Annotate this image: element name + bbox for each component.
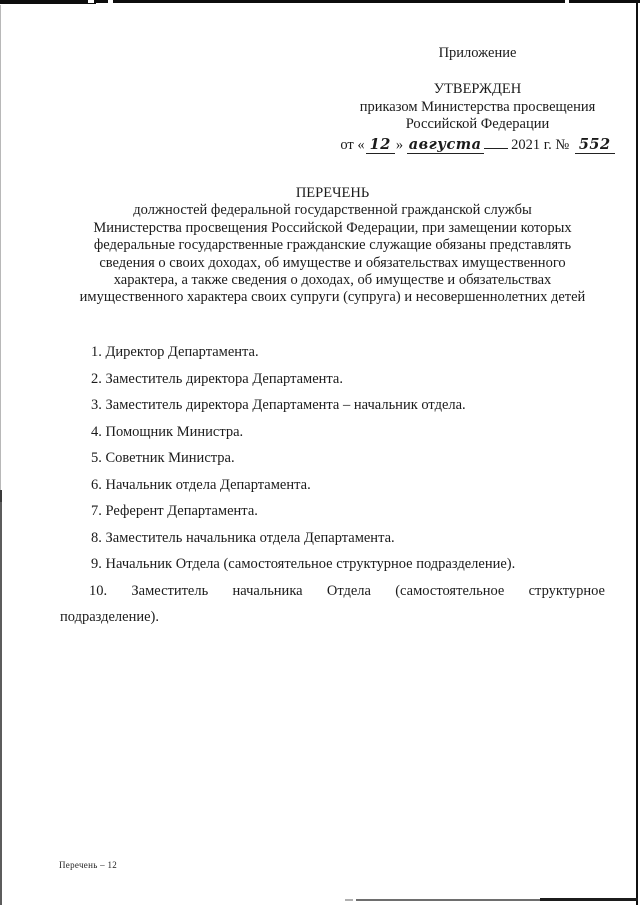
date-prefix: от « xyxy=(340,136,365,153)
approval-date-line xyxy=(340,134,615,155)
approval-by-line1: приказом Министерства просвещения xyxy=(359,98,596,115)
list-item: 3. Заместитель директора Департамента – начальник отдела. xyxy=(91,397,466,413)
list-item: 6. Начальник отдела Департамента. xyxy=(91,476,311,493)
scan-edge-bottom xyxy=(356,899,541,901)
list-item: 8. Заместитель начальника отдела Департамента. xyxy=(91,529,395,546)
subtitle-line: федеральные государственные гражданские служащие обязаны представлять xyxy=(93,237,572,254)
date-close-quote: » xyxy=(395,136,404,153)
list-item: 4. Помощник Министра. xyxy=(91,423,244,440)
scan-edge-left xyxy=(0,502,2,905)
scan-edge-bottom xyxy=(345,899,353,901)
underline-tail xyxy=(484,134,508,149)
subtitle-line: Министерства просвещения Российской Федерации, при замещении которых xyxy=(93,219,572,236)
date-year-part: 2021 г. № xyxy=(511,136,570,153)
attachment-label: Приложение xyxy=(438,45,517,61)
handwritten-order-number: 552 xyxy=(575,136,615,155)
title-block xyxy=(60,185,605,307)
approval-block xyxy=(340,81,615,154)
scan-edge-gap xyxy=(108,0,113,3)
scan-edge-gap xyxy=(565,0,569,3)
position-list xyxy=(60,339,605,631)
document-title: ПЕРЕЧЕНЬ xyxy=(295,185,370,201)
subtitle-line: имущественного характера своих супруги (супруга) и несовершеннолетних детей xyxy=(79,289,586,306)
handwritten-day: 12 xyxy=(366,136,395,155)
page-footer: Перечень – 12 xyxy=(59,860,118,870)
list-item-10-line1: 10. Заместитель начальника Отдела (самостоятельное структурное xyxy=(89,582,605,599)
scan-edge-top xyxy=(0,0,640,3)
scan-edge-top-thick xyxy=(0,0,96,4)
scan-edge-left xyxy=(0,490,2,502)
list-item: 2. Заместитель директора Департамента. xyxy=(91,370,343,387)
subtitle-line: характера, а также сведения о доходах, об имуществе и обязательствах xyxy=(113,272,552,289)
approval-by-line2: Российской Федерации xyxy=(405,116,550,132)
list-item: 7. Референт Департамента. xyxy=(91,503,258,519)
subtitle-line: должностей федеральной государственной гражданской службы xyxy=(133,202,532,219)
scan-edge-gap xyxy=(88,0,94,3)
list-item: 1. Директор Департамента. xyxy=(91,344,259,360)
list-item: 5. Советник Министра. xyxy=(91,450,235,466)
approval-word: УТВЕРЖДЕН xyxy=(433,81,522,97)
handwritten-month: августа xyxy=(408,135,482,153)
list-item: 9. Начальник Отдела (самостоятельное структурное подразделение). xyxy=(91,556,516,572)
scan-edge-right xyxy=(636,0,638,905)
subtitle-line: сведения о своих доходах, об имуществе и обязательствах имущественного xyxy=(99,254,566,271)
list-item-10-line2: подразделение). xyxy=(60,609,160,625)
scan-edge-bottom xyxy=(540,898,638,901)
scan-edge-left xyxy=(0,5,1,490)
